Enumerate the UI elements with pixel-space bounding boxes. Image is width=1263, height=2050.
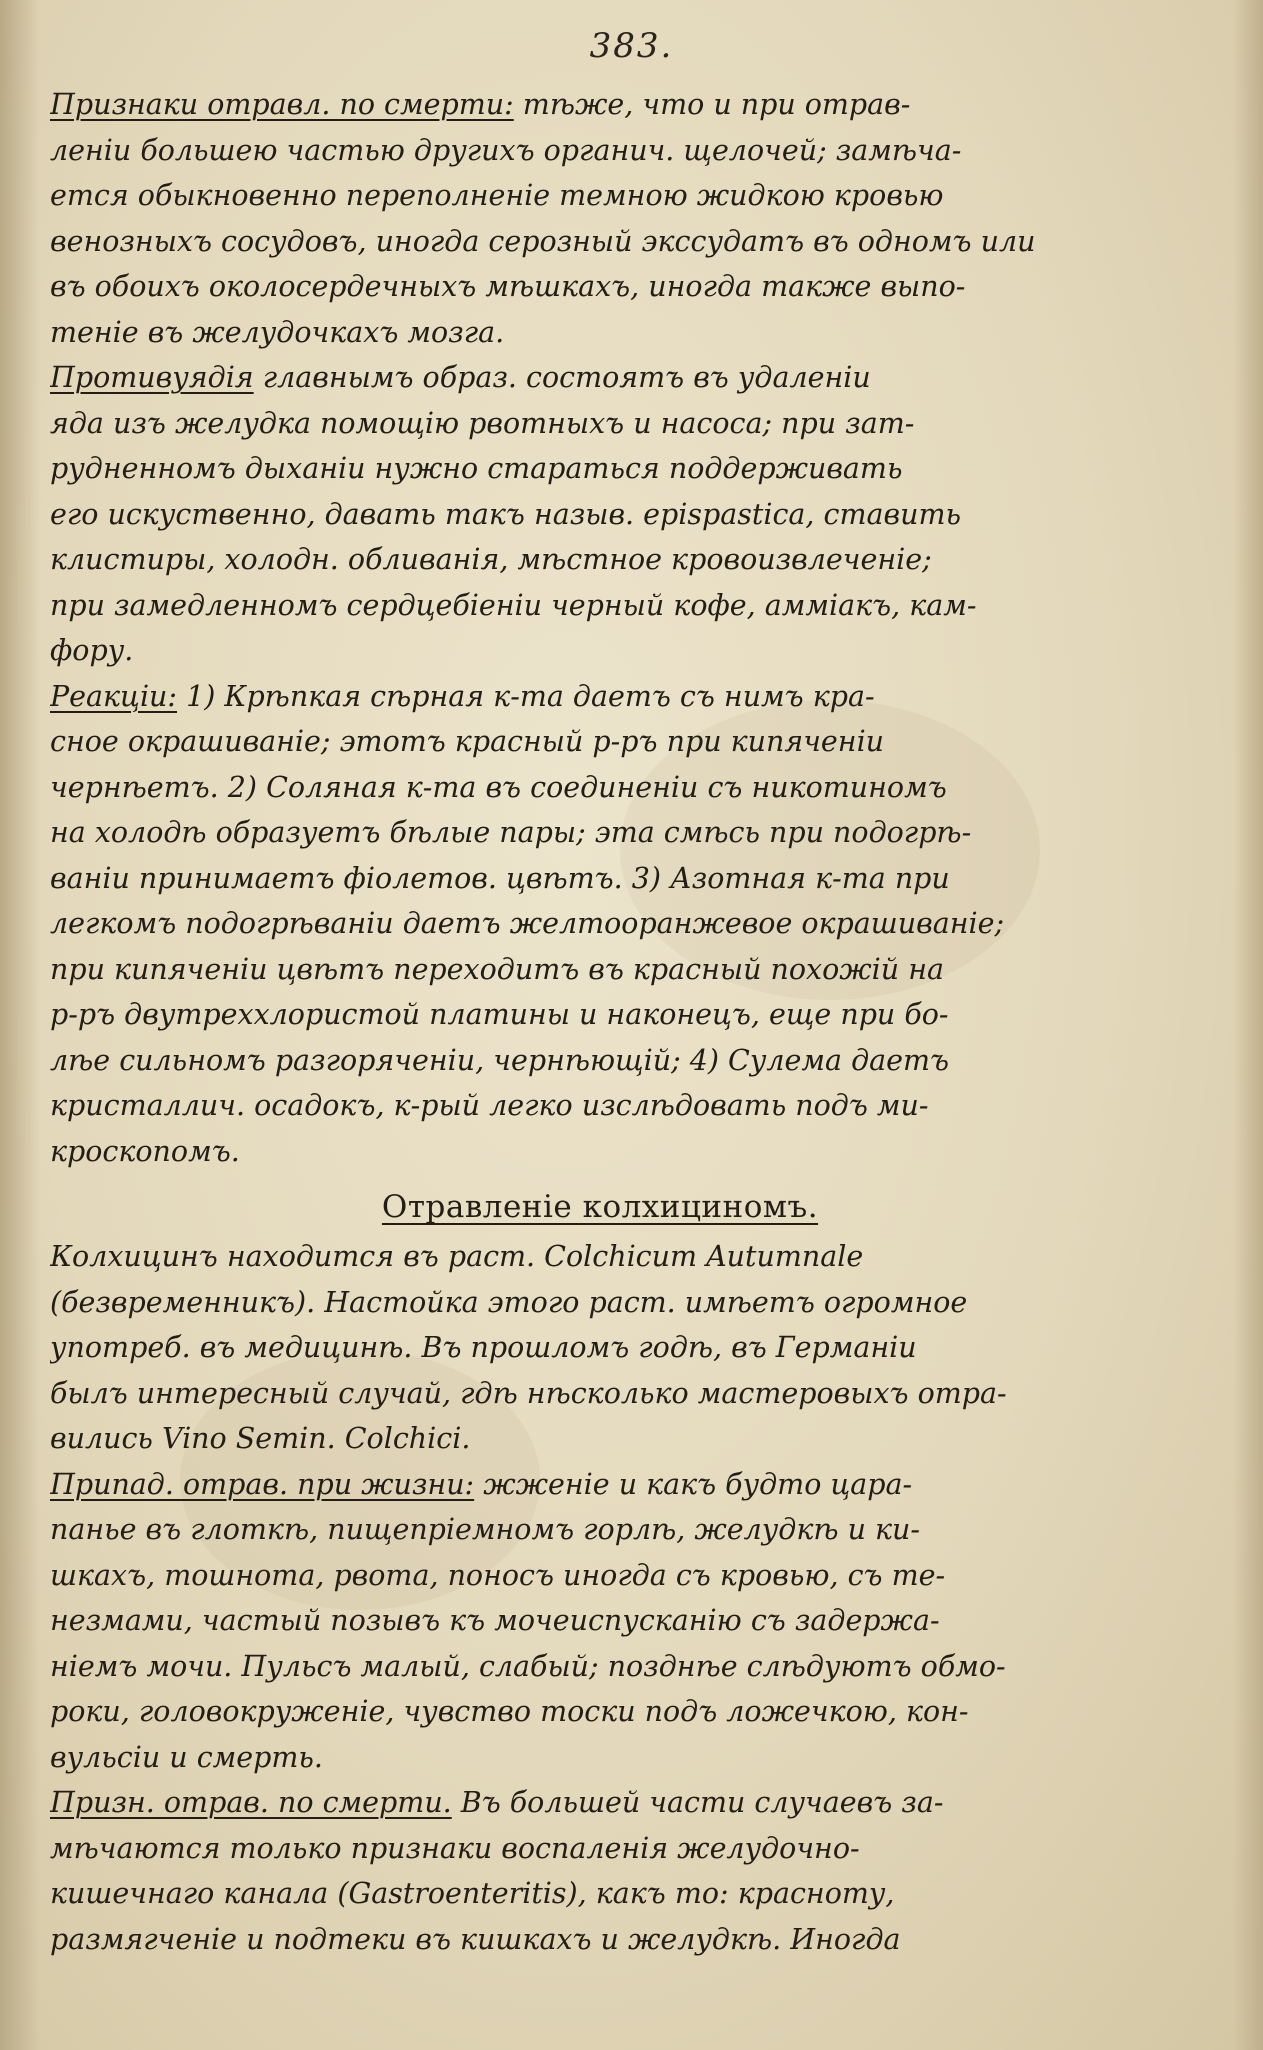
- text-line: [50, 1507, 1150, 1553]
- line-text: фору.: [50, 634, 134, 667]
- text-line: [50, 1371, 1150, 1417]
- line-text: при замедленномъ сердцебіеніи черный кофе, аммiакъ, кам-: [50, 588, 977, 622]
- text-line: [50, 1644, 1150, 1690]
- text-line: [50, 1826, 1150, 1872]
- text-line: [50, 1462, 1150, 1508]
- text-line: [50, 1780, 1150, 1826]
- paragraph: [50, 82, 1150, 355]
- text-line: [50, 1038, 1150, 1084]
- text-line: [50, 674, 1150, 720]
- text-line: [50, 1083, 1150, 1129]
- line-text: роки, головокруженіе, чувство тоски подъ ложечкою, кон-: [50, 1695, 969, 1728]
- line-text: въ обоихъ околосердечныхъ мѣшкахъ, иногда также выпо-: [50, 270, 966, 303]
- paragraph: [50, 1462, 1150, 1781]
- text-line: [50, 173, 1150, 219]
- line-text: кроскопомъ.: [50, 1134, 240, 1168]
- text-line: [50, 1416, 1150, 1462]
- text-line: [50, 947, 1150, 993]
- section-heading-line: [50, 1180, 1150, 1234]
- line-text: венозныхъ сосудовъ, иногда серозный экссудатъ въ одномъ или: [50, 224, 1036, 258]
- line-text: мѣчаются только признаки воспаленія желудочно-: [50, 1831, 860, 1865]
- text-line: [50, 492, 1150, 538]
- text-line: [50, 1129, 1150, 1175]
- line-text: Въ большей части случаевъ за-: [451, 1786, 944, 1819]
- paragraph-lead: Припад. отрав. при жизни:: [50, 1467, 475, 1501]
- text-line: [50, 1917, 1150, 1963]
- text-line: [50, 856, 1150, 902]
- text-line: [50, 1735, 1150, 1781]
- text-line: [50, 264, 1150, 310]
- line-text: р-ръ двутреххлористой платины и наконецъ, еще при бо-: [50, 998, 949, 1031]
- line-text: размягченіе и подтеки въ кишкахъ и желудкѣ. Иногда: [50, 1922, 901, 1956]
- line-text: панье въ глоткѣ, пищепріемномъ горлѣ, желудкѣ и ки-: [50, 1513, 921, 1546]
- line-text: употреб. въ медицинѣ. Въ прошломъ годѣ, въ Германіи: [50, 1331, 917, 1364]
- text-line: [50, 1598, 1150, 1644]
- paragraph-lead: Призн. отрав. по смерти.: [50, 1786, 452, 1819]
- line-text: Колхицинъ находится въ раст. Colchicum Autumnale: [50, 1240, 864, 1273]
- line-text: при кипяченіи цвѣтъ переходитъ въ красный похожій на: [50, 952, 944, 986]
- line-text: вульсіи и смерть.: [50, 1740, 323, 1774]
- line-text: на холодѣ образуетъ бѣлые пары; эта смѣсь при подогрѣ-: [50, 816, 972, 849]
- line-text: тѣже, что и при отрав-: [513, 88, 911, 121]
- page-text: [50, 82, 1150, 1962]
- text-line: [50, 128, 1150, 174]
- line-text: его искуственно, давать такъ назыв. epispastica, ставить: [50, 497, 961, 531]
- line-text: теніе въ желудочкахъ мозга.: [50, 315, 505, 349]
- line-text: главнымъ образ. состоятъ въ удаленіи: [253, 361, 871, 394]
- paragraph-lead: Признаки отравл. по смерти:: [50, 88, 514, 121]
- text-line: [50, 401, 1150, 447]
- section-heading: Отравленіе колхициномъ.: [381, 1189, 819, 1225]
- line-text: ніемъ мочи. Пульсъ малый, слабый; позднѣе слѣдуютъ обмо-: [50, 1649, 1006, 1683]
- line-text: сное окрашиваніе; этотъ красный р-ръ при кипяченіи: [50, 725, 885, 758]
- paragraph: [50, 674, 1150, 1175]
- text-line: [50, 1325, 1150, 1371]
- text-line: [50, 901, 1150, 947]
- line-text: жженіе и какъ будто цара-: [474, 1467, 913, 1501]
- line-text: ваніи принимаетъ фіолетов. цвѣтъ. 3) Азотная к-та при: [50, 861, 950, 895]
- line-text: вились Vino Semin. Colchici.: [50, 1422, 471, 1455]
- line-text: ется обыкновенно переполненіе темною жидкою кровью: [50, 179, 944, 212]
- text-line: [50, 537, 1150, 583]
- text-line: [50, 310, 1150, 356]
- text-line: [50, 992, 1150, 1038]
- line-text: кишечнаго канала (Gastroenteritis), какъ то: красноту,: [50, 1877, 895, 1910]
- text-line: [50, 82, 1150, 128]
- paragraph-lead: Противуядія: [50, 361, 254, 394]
- text-line: [50, 1553, 1150, 1599]
- line-text: (безвременникъ). Настойка этого раст. имѣетъ огромное: [50, 1285, 968, 1319]
- page-number: 383.: [589, 26, 674, 66]
- line-text: шкахъ, тошнота, рвота, поносъ иногда съ кровью, съ те-: [50, 1558, 946, 1592]
- text-line: [50, 719, 1150, 765]
- paragraph-lead: Реакціи:: [50, 679, 178, 713]
- text-line: [50, 219, 1150, 265]
- line-text: чернѣетъ. 2) Соляная к-та въ соединеніи съ никотиномъ: [50, 770, 947, 804]
- line-text: рудненномъ дыханіи нужно стараться поддерживать: [50, 452, 903, 485]
- line-text: лѣе сильномъ разгоряченіи, чернѣющій; 4) Сулема даетъ: [50, 1043, 950, 1077]
- line-text: 1) Крѣпкая сѣрная к-та даетъ съ нимъ кра-: [177, 679, 875, 713]
- paragraph: [50, 1780, 1150, 1962]
- paragraph: [50, 355, 1150, 674]
- line-text: леніи большею частью другихъ органич. щелочей; замѣча-: [50, 133, 962, 167]
- line-text: легкомъ подогрѣваніи даетъ желтооранжевое окрашиваніе;: [50, 907, 1005, 940]
- text-line: [50, 1871, 1150, 1917]
- line-text: яда изъ желудка помощію рвотныхъ и насоса; при зат-: [50, 406, 915, 440]
- text-line: [50, 765, 1150, 811]
- text-line: [50, 810, 1150, 856]
- text-line: [50, 446, 1150, 492]
- text-line: [50, 583, 1150, 629]
- text-line: [50, 1234, 1150, 1280]
- line-text: былъ интересный случай, гдѣ нѣсколько мастеровыхъ отра-: [50, 1376, 1007, 1410]
- line-text: незмами, частый позывъ къ мочеиспусканію съ задержа-: [50, 1604, 940, 1637]
- paragraph: [50, 1234, 1150, 1462]
- text-line: [50, 628, 1150, 674]
- line-text: клистиры, холодн. обливанія, мѣстное кровоизвлеченіе;: [50, 543, 932, 576]
- text-line: [50, 1689, 1150, 1735]
- text-line: [50, 1280, 1150, 1326]
- text-line: [50, 355, 1150, 401]
- line-text: кристаллич. осадокъ, к-рый легко изслѣдовать подъ ми-: [50, 1089, 929, 1122]
